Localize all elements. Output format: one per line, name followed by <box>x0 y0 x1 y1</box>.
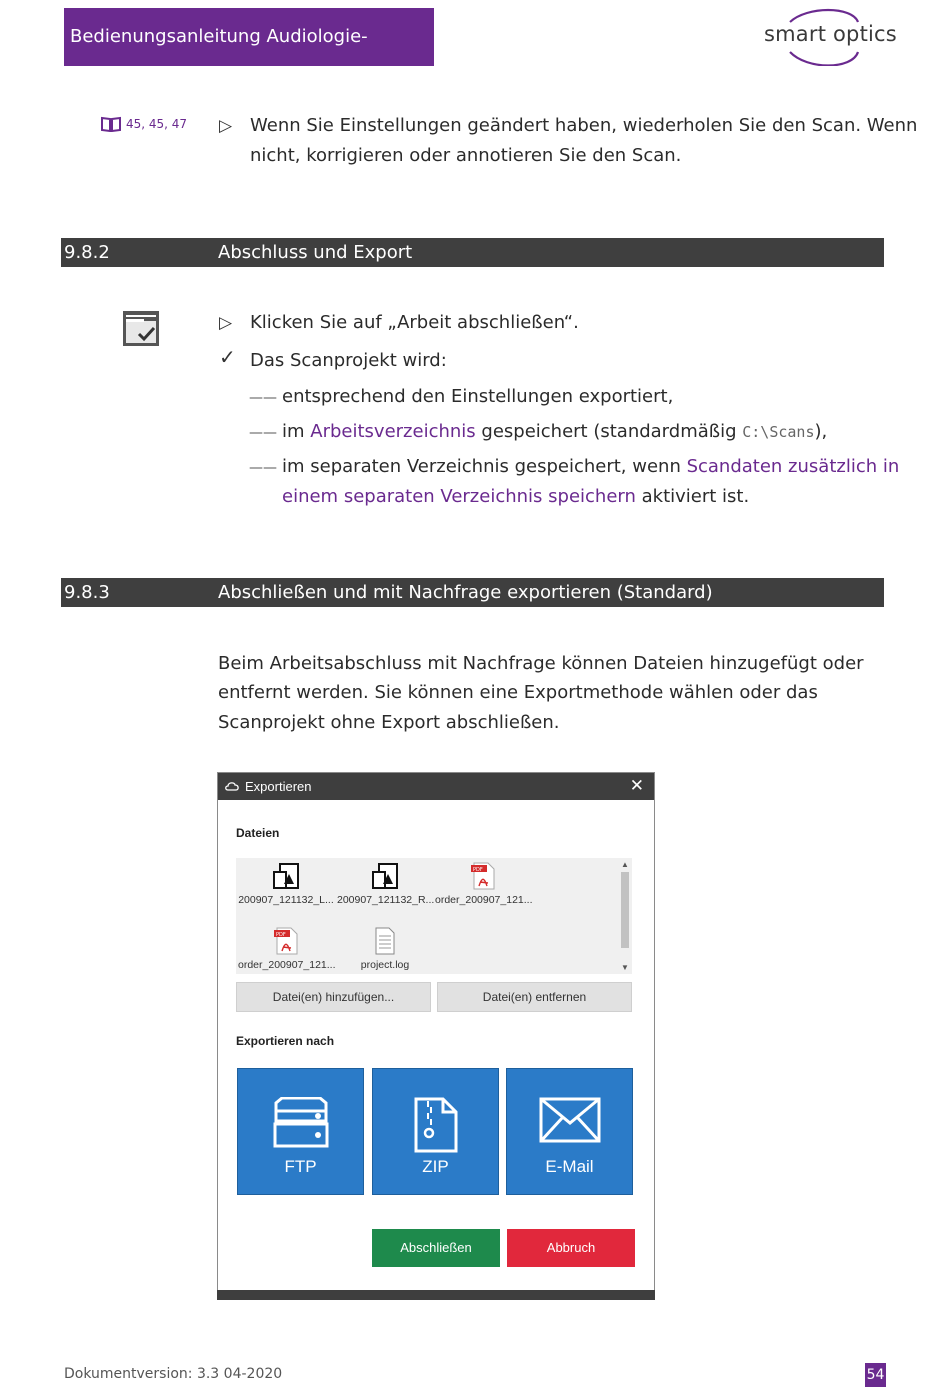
pdf-icon <box>273 927 299 955</box>
intro-line-1: Wenn Sie Einstellungen geändert haben, wiederholen Sie den Scan. Wenn <box>250 115 918 136</box>
section-heading-982 <box>61 238 884 267</box>
separate-dir-link[interactable]: einem separaten Verzeichnis speichern <box>282 486 636 507</box>
text: aktiviert ist. <box>635 486 750 507</box>
separate-dir-link[interactable]: Scandaten zusätzlich in <box>686 456 900 477</box>
text: im <box>282 421 311 442</box>
image-file-icon <box>371 862 399 890</box>
step-click-finish: Klicken Sie auf „Arbeit abschließen“. <box>250 312 579 333</box>
file-name: 200907_121132_L... <box>238 894 334 906</box>
section-983-line-2: entfernt werden. Sie können eine Exportmethode wählen oder das <box>218 682 818 703</box>
image-file-icon <box>272 862 300 890</box>
file-name: 200907_121132_R... <box>337 894 435 906</box>
step-arrow-icon: ▷ <box>219 313 233 333</box>
dash-icon: —— <box>249 390 277 406</box>
list-item-exported: entsprechend den Einstellungen exportiert, <box>282 386 674 407</box>
dialog-title: Exportieren <box>245 779 312 794</box>
book-icon <box>100 116 122 132</box>
dash-icon: —— <box>249 460 277 476</box>
svg-text:PDF: PDF <box>276 932 286 938</box>
add-files-button[interactable]: Datei(en) hinzufügen... <box>236 982 431 1012</box>
server-icon <box>272 1097 330 1149</box>
section-number: 9.8.3 <box>64 582 110 603</box>
intro-line-2: nicht, korrigieren oder annotieren Sie den Scan. <box>250 145 682 166</box>
file-name: project.log <box>360 959 410 971</box>
default-path: C:\Scans <box>742 423 815 441</box>
list-item-separate-dir <box>282 452 899 482</box>
zip-label: ZIP <box>422 1157 449 1176</box>
file-name: order_200907_121... <box>435 894 533 906</box>
text: ), <box>814 421 828 442</box>
file-list-scrollbar[interactable] <box>618 858 632 974</box>
step-arrow-icon: ▷ <box>219 116 233 136</box>
ftp-label: FTP <box>284 1157 317 1176</box>
section-983-line-1: Beim Arbeitsabschluss mit Nachfrage können Dateien hinzugefügt oder <box>218 653 864 674</box>
section-983-line-3: Scanprojekt ohne Export abschließen. <box>218 712 560 733</box>
file-item[interactable] <box>337 860 433 906</box>
envelope-icon <box>539 1097 601 1143</box>
scroll-thumb[interactable] <box>621 872 629 948</box>
cloud-icon <box>224 781 240 791</box>
list-item-workdir <box>282 417 827 447</box>
page-number: 54 <box>865 1363 886 1387</box>
zip-file-icon <box>413 1097 459 1153</box>
file-item[interactable] <box>337 925 433 971</box>
logo-text: smart optics <box>764 22 897 46</box>
dialog-bottom-border <box>217 1290 655 1300</box>
result-text: Das Scanprojekt wird: <box>250 350 447 371</box>
scroll-up-icon[interactable]: ▲ <box>621 860 629 869</box>
document-header-title: Bedienungsanleitung Audiologie-Scanner <box>64 8 434 66</box>
text-file-icon <box>374 927 396 955</box>
file-item[interactable] <box>435 860 531 906</box>
files-label: Dateien <box>236 826 280 840</box>
close-icon[interactable]: ✕ <box>629 776 644 795</box>
checkmark-icon: ✓ <box>219 345 236 369</box>
section-heading-983 <box>61 578 884 607</box>
smart-optics-logo <box>762 8 897 66</box>
svg-text:PDF: PDF <box>473 867 483 873</box>
page-reference-numbers: 45, 45, 47 <box>126 117 188 131</box>
text: gespeichert (standardmäßig <box>475 421 743 442</box>
text: im separaten Verzeichnis gespeichert, wenn <box>282 456 687 477</box>
finish-work-icon <box>122 310 160 347</box>
remove-files-button[interactable]: Datei(en) entfernen <box>437 982 632 1012</box>
export-dialog <box>217 772 655 1300</box>
email-label: E-Mail <box>545 1157 594 1176</box>
file-list[interactable] <box>236 858 632 974</box>
cancel-button[interactable]: Abbruch <box>507 1229 635 1267</box>
section-number: 9.8.2 <box>64 242 110 263</box>
document-version: Dokumentversion: 3.3 04-2020 <box>64 1366 283 1382</box>
scroll-down-icon[interactable]: ▼ <box>621 963 629 972</box>
file-item[interactable] <box>238 860 334 906</box>
workdir-link[interactable]: Arbeitsverzeichnis <box>310 421 476 442</box>
email-export-tile[interactable] <box>506 1068 633 1195</box>
file-item[interactable] <box>238 925 334 971</box>
list-item-separate-dir-cont <box>282 482 749 512</box>
file-name: order_200907_121... <box>238 959 336 971</box>
page-reference[interactable] <box>100 116 187 132</box>
section-title: Abschluss und Export <box>218 242 413 263</box>
dash-icon: —— <box>249 425 277 441</box>
finish-button[interactable]: Abschließen <box>372 1229 500 1267</box>
dialog-title-bar <box>218 773 654 800</box>
export-to-label: Exportieren nach <box>236 1034 335 1048</box>
zip-export-tile[interactable] <box>372 1068 499 1195</box>
section-title: Abschließen und mit Nachfrage exportieren (Standard) <box>218 582 713 603</box>
pdf-icon <box>470 862 496 890</box>
ftp-export-tile[interactable] <box>237 1068 364 1195</box>
